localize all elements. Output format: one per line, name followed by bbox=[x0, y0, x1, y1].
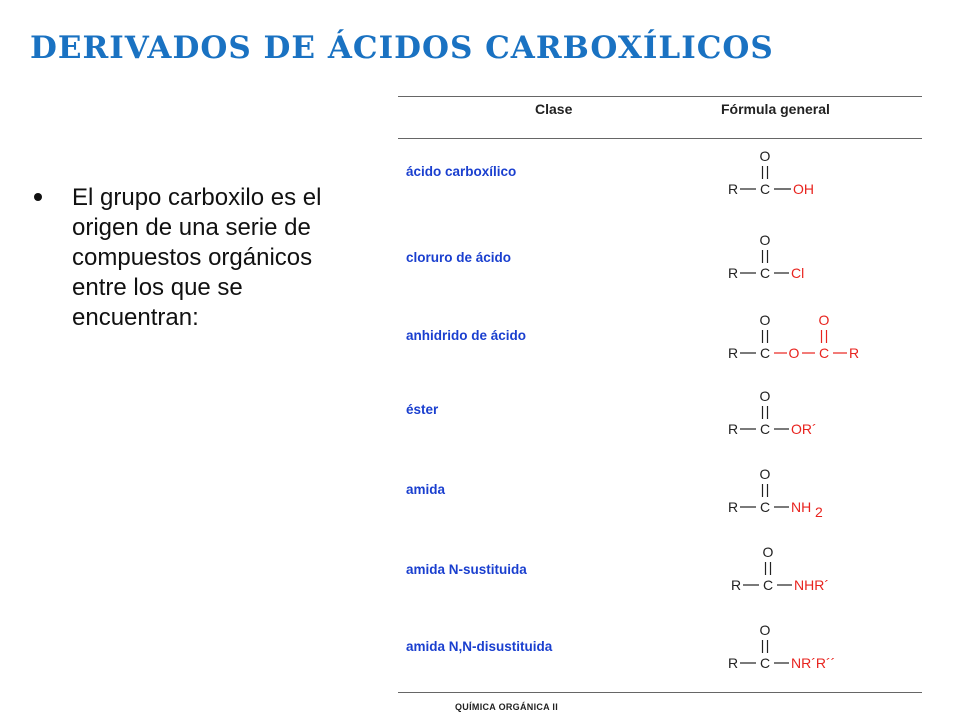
functional-group: OR´ bbox=[791, 421, 817, 437]
formula-anhidrido bbox=[723, 310, 883, 370]
bullet-dot-icon bbox=[34, 193, 42, 201]
formula-cloruro bbox=[723, 230, 883, 290]
bullet-item bbox=[30, 183, 360, 333]
bridge-oxygen: O bbox=[788, 345, 800, 361]
carbon-atom: C bbox=[762, 577, 774, 593]
carbon-atom: C bbox=[759, 265, 771, 281]
oxygen-atom: O bbox=[759, 148, 771, 164]
bullet-list bbox=[30, 183, 360, 333]
row-label-cloruro: cloruro de ácido bbox=[406, 250, 512, 265]
oxygen-atom: O bbox=[759, 466, 771, 482]
formula-amida bbox=[723, 464, 883, 524]
table-bottom-rule bbox=[398, 692, 922, 693]
carbon-atom: C bbox=[759, 499, 771, 515]
row-label-amida-n-sustituida: amida N-sustituida bbox=[406, 562, 527, 577]
r-group: R bbox=[728, 265, 739, 281]
subscript-two: 2 bbox=[815, 504, 823, 520]
row-label-acido-carboxilico: ácido carboxílico bbox=[406, 164, 517, 179]
oxygen-atom: O bbox=[759, 312, 771, 328]
oxygen-atom: O bbox=[759, 622, 771, 638]
row-label-amida: amida bbox=[406, 482, 446, 497]
r-group: R bbox=[728, 499, 739, 515]
header-clase: Clase bbox=[535, 101, 573, 117]
functional-group: NHR´ bbox=[794, 577, 829, 593]
page-title: DERIVADOS DE ÁCIDOS CARBOXÍLICOS bbox=[30, 30, 774, 66]
carbon-atom: C bbox=[759, 345, 771, 361]
row-label-ester: éster bbox=[406, 402, 439, 417]
formula-ester bbox=[723, 386, 883, 446]
functional-group: NR´R´´ bbox=[791, 655, 836, 671]
r-group: R bbox=[731, 577, 742, 593]
second-oxygen-atom: O bbox=[818, 312, 830, 328]
oxygen-atom: O bbox=[762, 544, 774, 560]
formula-amida-n-sustituida bbox=[723, 542, 883, 602]
formula-amida-nn-disustituida bbox=[723, 620, 883, 680]
row-label-amida-nn-disustituida: amida N,N-disustituida bbox=[406, 639, 553, 654]
carbon-atom: C bbox=[759, 421, 771, 437]
r-group: R bbox=[728, 345, 739, 361]
carbon-atom: C bbox=[759, 655, 771, 671]
r-group: R bbox=[728, 181, 739, 197]
second-carbon-atom: C bbox=[818, 345, 830, 361]
row-label-anhidrido: anhidrido de ácido bbox=[406, 328, 527, 343]
oxygen-atom: O bbox=[759, 388, 771, 404]
second-r-group: R bbox=[849, 345, 860, 361]
bullet-text: El grupo carboxilo es el origen de una serie de compuestos orgánicos entre los que se encuentran: bbox=[72, 184, 322, 331]
functional-group: OH bbox=[793, 181, 814, 197]
functional-group: Cl bbox=[791, 265, 805, 281]
derivatives-table bbox=[398, 96, 922, 694]
r-group: R bbox=[728, 421, 739, 437]
r-group: R bbox=[728, 655, 739, 671]
formula-acido-carboxilico bbox=[723, 146, 883, 206]
functional-group: NH bbox=[791, 499, 812, 515]
carbon-atom: C bbox=[759, 181, 771, 197]
table-top-rule bbox=[398, 96, 922, 97]
footer-text: QUÍMICA ORGÁNICA II bbox=[455, 702, 559, 712]
header-formula: Fórmula general bbox=[721, 101, 830, 117]
oxygen-atom: O bbox=[759, 232, 771, 248]
table-header-rule bbox=[398, 138, 922, 139]
